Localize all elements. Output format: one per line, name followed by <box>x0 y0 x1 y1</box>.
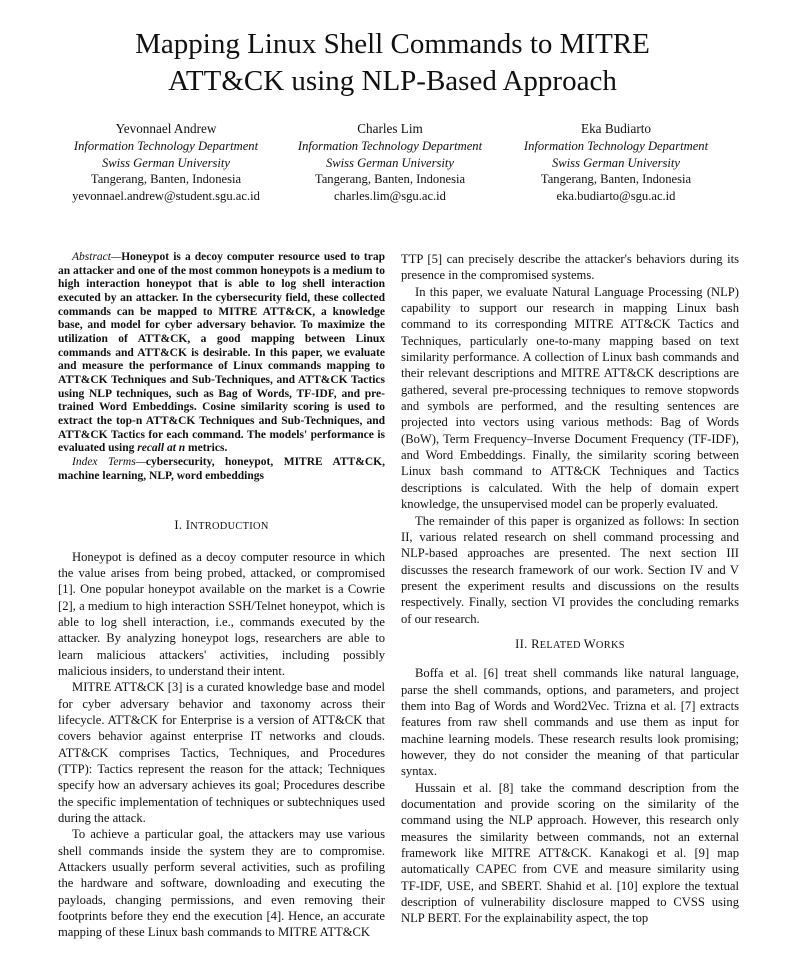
author-email: yevonnael.andrew@student.sgu.ac.id <box>72 189 260 204</box>
author-location: Tangerang, Banten, Indonesia <box>540 172 692 187</box>
title-line-1: Mapping Linux Shell Commands to MITRE <box>135 28 650 60</box>
paragraph: The remainder of this paper is organized as follows: In section II, various related research on shell command processing and NLP-based approaches are presented. The next section III discusses the research framework of our work. Section IV and V present the experiment results and discussions on the results respectively. Finally, section VI provides the concluding remarks of our research. <box>401 513 739 626</box>
author-dept: Information Technology Department <box>297 138 483 153</box>
title-line-2: ATT&CK using NLP-Based Approach <box>168 65 617 97</box>
author-dept: Information Technology Department <box>73 138 259 153</box>
index-terms-text: cybersecurity, honeypot, MITRE ATT&CK, machine learning, NLP, word embeddings <box>58 455 385 482</box>
abstract-label: Abstract <box>72 251 111 263</box>
author-dept: Information Technology Department <box>523 138 709 153</box>
author-name: Charles Lim <box>357 121 423 136</box>
left-column <box>58 251 385 941</box>
paper-title <box>40 26 745 100</box>
index-terms: Index Terms—cybersecurity, honeypot, MITRE ATT&CK, machine learning, NLP, word embeddings <box>58 455 385 482</box>
paragraph: Hussain et al. [8] take the command description from the documentation and provide scoring on the similarity of the command using the NLP approach. However, this research only measures the similarity between commands, not an external framework like MITRE ATT&CK. Kanakogi et al. [9] map automatically CAPEC from CVE and measure similarity using TF-IDF, USE, and SBERT. Shahid et al. [10] explore the textual description of vulnerability disclosure mapped to CVSS using NLP BERT. For the explainability aspect, the top <box>401 780 739 926</box>
author-location: Tangerang, Banten, Indonesia <box>90 172 242 187</box>
index-terms-label: Index Terms <box>72 455 136 468</box>
abstract-text: Honeypot is a decoy computer resource used to trap an attacker and one of the most common honeypots is a medium to high interaction honeypot that is able to log shell interaction executed by an attacker. In the cybersecurity field, these collected commands can be mapped to MITRE ATT&CK, a knowledge base, and model for cyber adversary behavior. To maximize the utilization of ATT&CK, a good mapping between Linux commands and ATT&CK is desirable. In this paper, we evaluate and measure the performance of Linux commands mapping to ATT&CK Techniques and Sub-Techniques, and ATT&CK Tactics using NLP techniques, such as Bag of Words, TF-IDF, and pre-trained Word Embeddings. Cosine similarity scoring is used to extract the top-n ATT&CK Techniques and Sub-Techniques, and ATT&CK Tactics for each command. The models' performance is evaluated using <box>58 251 385 455</box>
author-univ: Swiss German University <box>101 155 231 170</box>
author-block-3 <box>496 121 736 205</box>
paragraph: In this paper, we evaluate Natural Language Processing (NLP) capability to support our research in mapping Linux bash command to its corresponding MITRE ATT&CK Tactics and Techniques, particularly one-to-many mapping based on text similarity performance. A collection of Linux bash commands and their relevant descriptions and MITRE ATT&CK descriptions are gathered, several pre-processing techniques to remove stopwords and symbols are performed, and the resulting sentences are projected into vectors using various methods: Bag of Words (BoW), Term Frequency–Inverse Document Frequency (TF-IDF), and Word Embeddings. Finally, the similarity scoring between Linux bash command to ATT&CK Techniques and Tactics descriptions is calculated. With the help of domain expert knowledge, the unsupervised model can be properly evaluated. <box>401 284 739 512</box>
right-column <box>401 251 739 927</box>
section-heading-introduction: I. INTRODUCTION <box>174 518 269 533</box>
author-location: Tangerang, Banten, Indonesia <box>314 172 466 187</box>
paragraph: Honeypot is defined as a decoy computer resource in which the value arises from being probed, attacked, or compromised [1]. One popular honeypot available on the market is a Cowrie [2], a medium to high interaction SSH/Telnet honeypot, which is able to log shell interaction, i.e., commands executed by the attacker. By analyzing honeypot logs, researchers are able to learn malicious attackers' activities, including possibly malicious insiders, to understand their intent. <box>58 549 385 678</box>
author-block-1 <box>46 121 286 205</box>
paragraph: To achieve a particular goal, the attackers may use various shell commands inside the system they are to compromise. Attackers usually perform several activities, such as profiling the hardware and software, downloading and executing the payloads, changing permissions, and even removing their footprints before they end the execution [4]. Hence, an accurate mapping of these Linux bash commands to MITRE ATT&CK <box>58 827 385 940</box>
paragraph: Boffa et al. [6] treat shell commands like natural language, parse the shell commands, options, and parameters, and project them into Bag of Words and Word2Vec. Trizna et al. [7] extracts features from raw shell commands and use them as input for machine learning models. These research results look promising; however, they do not consider the meaning of that particular syntax. <box>401 666 739 779</box>
author-univ: Swiss German University <box>551 155 681 170</box>
section-heading-related-works: II. RELATED WORKS <box>515 636 625 651</box>
author-email: eka.budiarto@sgu.ac.id <box>556 189 676 204</box>
author-univ: Swiss German University <box>325 155 455 170</box>
author-email: charles.lim@sgu.ac.id <box>334 189 446 204</box>
author-block-2 <box>270 121 510 205</box>
abstract-recall: recall at n <box>137 442 186 455</box>
paragraph: TTP [5] can precisely describe the attacker's behaviors during its presence in the compromised systems. <box>401 252 739 283</box>
author-name: Yevonnael Andrew <box>115 121 217 136</box>
author-name: Eka Budiarto <box>581 121 651 136</box>
abstract: Abstract—Honeypot is a decoy computer resource used to trap an attacker and one of the most common honeypots is a medium to high interaction honeypot that is able to log shell interaction executed by an attacker. In the cybersecurity field, these collected commands can be mapped to MITRE ATT&CK, a knowledge base, and model for cyber adversary behavior. To maximize the utilization of ATT&CK, a good mapping between Linux commands and ATT&CK is desirable. In this paper, we evaluate and measure the performance of Linux commands mapping to ATT&CK Techniques and Sub-Techniques, and ATT&CK Tactics using NLP techniques, such as Bag of Words, TF-IDF, and pre-trained Word Embeddings. Cosine similarity scoring is used to extract the top-n ATT&CK Techniques and Sub-Techniques, and ATT&CK Tactics for each command. The models' performance is evaluated using recall at n metrics. <box>58 251 385 455</box>
paragraph: MITRE ATT&CK [3] is a curated knowledge base and model for cyber adversary behavior and taxonomy across their lifecycle. ATT&CK for Enterprise is a version of ATT&CK that covers behavior against enterprise IT networks and clouds. ATT&CK comprises Tactics, Techniques, and Procedures (TTP): Tactics represent the reason for the attack; Techniques specify how an adversary achieves its goal; Procedures describe the specific implementation of techniques or subtechniques used during the attack. <box>58 680 385 825</box>
